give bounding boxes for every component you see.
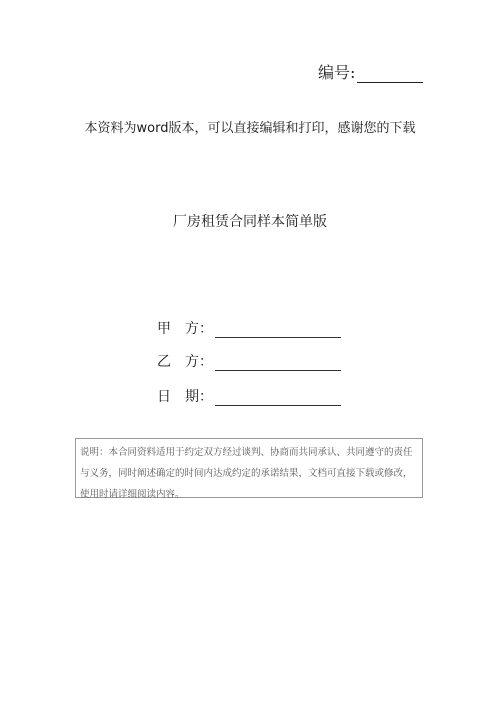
party-b-row xyxy=(157,351,341,371)
party-a-blank-line xyxy=(215,323,341,338)
document-title: 厂房租赁合同样本简单版 xyxy=(173,214,327,230)
description-note-text: 说明：本合同资料适用于约定双方经过谈判、协商而共同承认、共同遵守的责任与义务，同时阐述确定的时间内达成约定的承诺结果，文档可直接下载或修改，使用时请详细阅读内容。 xyxy=(80,447,413,500)
number-blank-line xyxy=(357,66,423,83)
date-row xyxy=(157,386,341,406)
party-a-label: 甲 方： xyxy=(157,321,213,337)
party-a-row xyxy=(157,318,341,338)
document-number xyxy=(318,60,423,83)
number-label: 编号: xyxy=(318,63,356,82)
party-b-label: 乙 方： xyxy=(157,354,213,370)
date-label: 日 期： xyxy=(157,389,213,405)
party-b-blank-line xyxy=(215,356,341,371)
description-note-box xyxy=(75,438,423,498)
download-notice: 本资料为word版本，可以直接编辑和打印，感谢您的下载 xyxy=(84,121,416,136)
date-blank-line xyxy=(215,391,341,406)
